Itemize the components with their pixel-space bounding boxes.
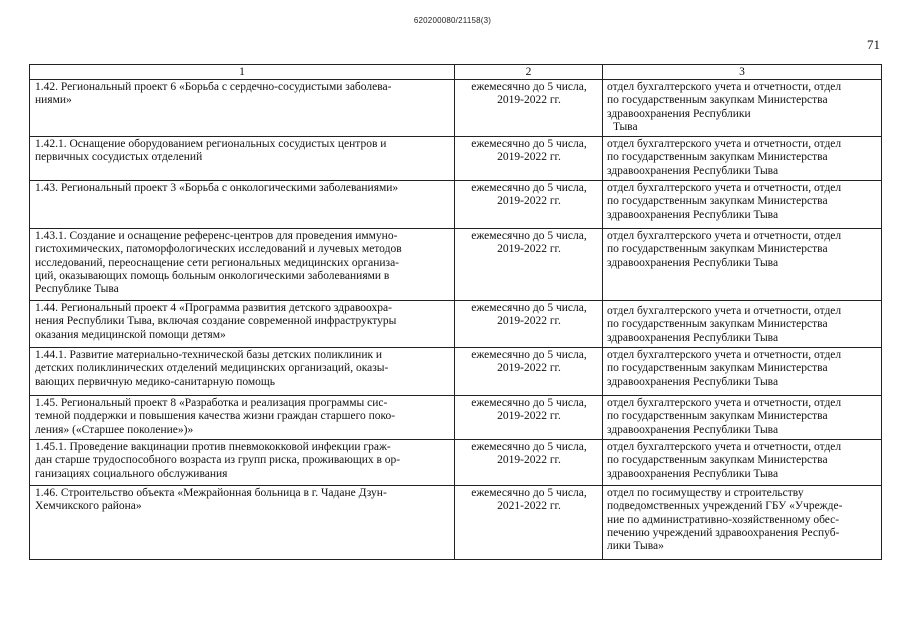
deadline-cell	[455, 486, 603, 560]
deadline-text: ежемесячно до 5 числа,	[471, 397, 587, 410]
responsible-text: отдел бухгалтерского учета и отчетности, отдел	[607, 182, 842, 195]
deadline-text: ежемесячно до 5 числа,	[471, 441, 587, 454]
task-text: нения Республики Тыва, включая создание современной инфраструктуры	[35, 315, 397, 328]
deadline-text: 2019-2022 гг.	[497, 362, 561, 375]
task-text: 1.43.1. Создание и оснащение референс-центров для проведения иммуно-	[35, 230, 398, 243]
responsible-text: отдел по госимуществу и строительству	[607, 487, 804, 500]
deadline-text: 2019-2022 гг.	[497, 315, 561, 328]
responsible-text: по государственным закупкам Министерства	[607, 94, 828, 107]
task-cell	[30, 396, 455, 440]
responsible-text: здравоохранения Республики	[607, 107, 751, 120]
deadline-cell	[455, 440, 603, 486]
task-text: 1.42.1. Оснащение оборудованием региональных сосудистых центров и	[35, 138, 387, 151]
deadline-cell	[455, 229, 603, 301]
responsible-cell	[603, 80, 882, 137]
responsible-text: печению учреждений здравоохранения Респуб-	[607, 526, 840, 539]
column-header-2: 2	[455, 65, 603, 80]
report-table	[29, 64, 882, 560]
task-cell	[30, 486, 455, 560]
deadline-text: 2021-2022 гг.	[497, 500, 561, 513]
table-row	[30, 301, 882, 348]
responsible-text: по государственным закупкам Министерства	[607, 454, 828, 467]
responsible-cell	[603, 486, 882, 560]
task-text: 1.44. Региональный проект 4 «Программа развития детского здравоохра-	[35, 302, 392, 315]
task-text: ления» («Старшее поколение»)»	[35, 423, 194, 436]
deadline-text: ежемесячно до 5 числа,	[471, 138, 587, 151]
deadline-cell	[455, 301, 603, 348]
responsible-text: по государственным закупкам Министерства	[607, 243, 828, 256]
responsible-text: здравоохранения Республики Тыва	[607, 467, 779, 480]
column-header-1: 1	[30, 65, 455, 80]
responsible-text: по государственным закупкам Министерства	[607, 151, 828, 164]
responsible-text: здравоохранения Республики Тыва	[607, 423, 779, 436]
task-cell	[30, 348, 455, 396]
deadline-cell	[455, 80, 603, 137]
responsible-text: отдел бухгалтерского учета и отчетности, отдел	[607, 349, 842, 362]
task-cell	[30, 440, 455, 486]
task-cell	[30, 80, 455, 137]
task-text: 1.46. Строительство объекта «Межрайонная больница в г. Чадане Дзун-	[35, 487, 387, 500]
task-text: ганизациях социального обслуживания	[35, 467, 228, 480]
deadline-cell	[455, 348, 603, 396]
table-row	[30, 229, 882, 301]
responsible-text: ние по административно-хозяйственному обес-	[607, 513, 840, 526]
responsible-text: по государственным закупкам Министерства	[607, 410, 828, 423]
task-text: Хемчикского района»	[35, 500, 142, 513]
responsible-cell	[603, 396, 882, 440]
task-text: 1.45. Региональный проект 8 «Разработка и реализация программы сис-	[35, 397, 388, 410]
table-row	[30, 80, 882, 137]
page-number: 71	[867, 37, 880, 52]
table-row	[30, 396, 882, 440]
deadline-text: 2019-2022 гг.	[497, 410, 561, 423]
responsible-text: лики Тыва»	[607, 540, 664, 553]
task-text: оказания медицинской помощи детям»	[35, 328, 226, 341]
task-text: детских поликлинических отделений медицинских организаций, оказы-	[35, 362, 389, 375]
responsible-text: отдел бухгалтерского учета и отчетности, отдел	[607, 138, 842, 151]
responsible-text: здравоохранения Республики Тыва	[607, 375, 779, 388]
task-text: гистохимических, патоморфологических исследований и лучевых методов	[35, 243, 402, 256]
deadline-text: ежемесячно до 5 числа,	[471, 182, 587, 195]
responsible-text: по государственным закупкам Министерства	[607, 362, 828, 375]
responsible-text: здравоохранения Республики Тыва	[607, 256, 779, 269]
deadline-cell	[455, 396, 603, 440]
responsible-text: здравоохранения Республики Тыва	[607, 208, 779, 221]
deadline-text: ежемесячно до 5 числа,	[471, 81, 587, 93]
deadline-text: ежемесячно до 5 числа,	[471, 302, 587, 315]
task-cell	[30, 229, 455, 301]
deadline-text: 2019-2022 гг.	[497, 195, 561, 208]
table-row	[30, 486, 882, 560]
deadline-text: ежемесячно до 5 числа,	[471, 230, 587, 243]
responsible-text: Тыва	[613, 120, 638, 133]
responsible-text: подведомственных учреждений ГБУ «Учрежде-	[607, 500, 843, 513]
responsible-text: здравоохранения Республики Тыва	[607, 331, 779, 344]
deadline-cell	[455, 137, 603, 181]
deadline-text: 2019-2022 гг.	[497, 454, 561, 467]
responsible-text: отдел бухгалтерского учета и отчетности, отдел	[607, 230, 842, 243]
responsible-text: по государственным закупкам Министерства	[607, 195, 828, 208]
task-text: Республике Тыва	[35, 283, 119, 296]
deadline-text: 2019-2022 гг.	[497, 151, 561, 164]
table-row	[30, 440, 882, 486]
deadline-text: ежемесячно до 5 числа,	[471, 349, 587, 362]
responsible-cell	[603, 301, 882, 348]
deadline-text: 2019-2022 гг.	[497, 94, 561, 107]
responsible-cell	[603, 440, 882, 486]
task-text: 1.42. Региональный проект 6 «Борьба с сердечно-сосудистыми заболева-	[35, 81, 392, 93]
task-text: 1.45.1. Проведение вакцинации против пневмококковой инфекции граж-	[35, 441, 391, 454]
deadline-text: 2019-2022 гг.	[497, 243, 561, 256]
task-text: 1.43. Региональный проект 3 «Борьба с онкологическими заболеваниями»	[35, 182, 399, 195]
task-cell	[30, 301, 455, 348]
column-header-3: 3	[603, 65, 882, 80]
deadline-cell	[455, 181, 603, 229]
task-text: ниями»	[35, 94, 72, 107]
task-text: 1.44.1. Развитие материально-технической базы детских поликлиник и	[35, 349, 383, 362]
responsible-text: отдел бухгалтерского учета и отчетности, отдел	[607, 397, 842, 410]
task-text: исследований, переоснащение сети региональных медицинских организа-	[35, 256, 400, 269]
responsible-cell	[603, 348, 882, 396]
responsible-text: отдел бухгалтерского учета и отчетности, отдел	[607, 441, 842, 454]
task-text: ций, оказывающих помощь больным онкологическими заболеваниями в	[35, 270, 390, 283]
responsible-cell	[603, 181, 882, 229]
task-cell	[30, 181, 455, 229]
responsible-cell	[603, 229, 882, 301]
responsible-text: по государственным закупкам Министерства	[607, 318, 828, 331]
task-text: вающих первичную медико-санитарную помощь	[35, 375, 276, 388]
responsible-text: здравоохранения Республики Тыва	[607, 164, 779, 177]
table-row	[30, 137, 882, 181]
table-row	[30, 181, 882, 229]
task-text: первичных сосудистых отделений	[35, 151, 203, 164]
responsible-text: отдел бухгалтерского учета и отчетности, отдел	[607, 305, 842, 318]
task-text: темной поддержки и повышения качества жизни граждан старшего поко-	[35, 410, 396, 423]
responsible-cell	[603, 137, 882, 181]
deadline-text: ежемесячно до 5 числа,	[471, 487, 587, 500]
task-cell	[30, 137, 455, 181]
table-header-row	[30, 65, 882, 80]
task-text: дан старше трудоспособного возраста из групп риска, проживающих в ор-	[35, 454, 401, 467]
table-row	[30, 348, 882, 396]
responsible-text: отдел бухгалтерского учета и отчетности, отдел	[607, 81, 842, 93]
document-id: 620200080/21158(3)	[413, 16, 492, 25]
